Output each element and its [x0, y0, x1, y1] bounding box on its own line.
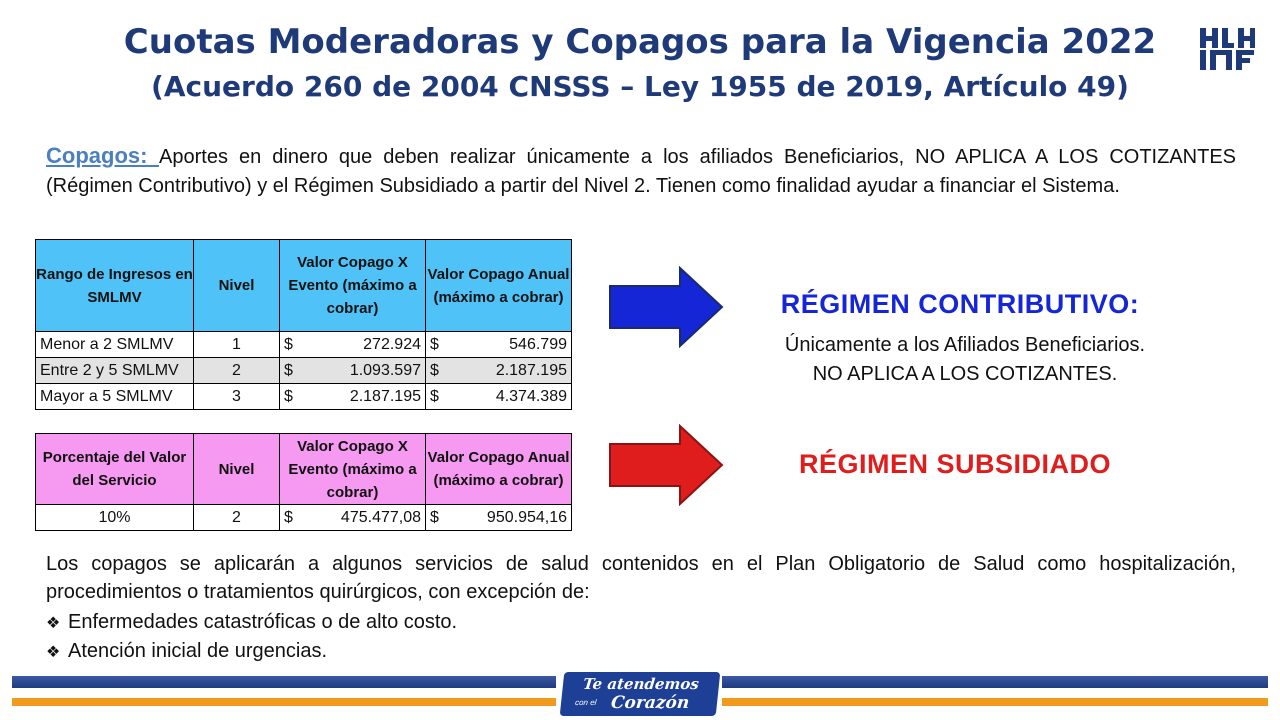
- exception-item: [46, 637, 327, 667]
- badge-small-text: con el: [574, 698, 597, 707]
- copagos-definition: Aportes en dinero que deben realizar únicamente a los afiliados Beneficiarios, NO APLICA A LOS COTIZANTES (Régimen Contributivo) y el Régimen Subsidiado a partir del Nivel 2. Tienen como finalidad ayudar a financiar el Sistema.: [46, 146, 1236, 197]
- badge-top-text: Te atendemos: [582, 675, 700, 693]
- cell-valor-anual: [426, 505, 572, 531]
- diamond-bullet-icon: ❖: [46, 644, 61, 661]
- cell-rango: Mayor a 5 SMLMV: [36, 384, 194, 410]
- contributivo-table: [35, 239, 572, 410]
- cell-valor-anual: [426, 384, 572, 410]
- subsidiado-table: [35, 433, 572, 531]
- footer-band-left-orange: [12, 698, 556, 706]
- currency-symbol: $: [430, 387, 439, 405]
- exception-item: [46, 608, 457, 638]
- currency-symbol: $: [284, 335, 293, 353]
- amount: 272.924: [363, 335, 421, 353]
- currency-symbol: $: [284, 361, 293, 379]
- regimen-contributivo-title: RÉGIMEN CONTRIBUTIVO:: [780, 289, 1140, 319]
- header-rango: Rango de Ingresos en SMLMV: [36, 240, 194, 332]
- currency-symbol: $: [430, 508, 439, 526]
- header-nivel: Nivel: [194, 240, 280, 332]
- cell-nivel: 1: [194, 332, 280, 358]
- table-row: [36, 505, 572, 531]
- amount: 2.187.195: [495, 361, 567, 379]
- te-atendemos-badge: [560, 672, 721, 716]
- currency-symbol: $: [430, 361, 439, 379]
- badge-big-text: Corazón: [610, 693, 691, 713]
- currency-symbol: $: [284, 508, 293, 526]
- cell-rango: Entre 2 y 5 SMLMV: [36, 358, 194, 384]
- institution-logo: [1198, 26, 1256, 72]
- header-valor-anual: Valor Copago Anual (máximo a cobrar): [426, 240, 572, 332]
- currency-symbol: $: [284, 387, 293, 405]
- amount: 4.374.389: [495, 387, 567, 405]
- cell-porcentaje: 10%: [36, 505, 194, 531]
- regimen-subsidiado-title: RÉGIMEN SUBSIDIADO: [798, 449, 1112, 479]
- header-nivel: Nivel: [194, 434, 280, 505]
- amount: 546.799: [509, 335, 567, 353]
- exception-text: Enfermedades catastróficas o de alto costo.: [68, 611, 458, 633]
- intro-paragraph: [46, 141, 1236, 201]
- cell-nivel: 2: [194, 505, 280, 531]
- table-header-row: [36, 240, 572, 332]
- cell-valor-evento: [280, 384, 426, 410]
- table-row: [36, 358, 572, 384]
- table-row: [36, 332, 572, 358]
- cell-nivel: 3: [194, 384, 280, 410]
- amount: 475.477,08: [340, 508, 421, 526]
- footer-band-left-navy: [12, 676, 556, 688]
- regimen-contributivo-description: [700, 331, 1230, 389]
- cell-rango: Menor a 2 SMLMV: [36, 332, 194, 358]
- slide-title: [0, 18, 1280, 108]
- exception-text: Atención inicial de urgencias.: [68, 640, 328, 662]
- table-row: [36, 384, 572, 410]
- cell-valor-evento: [280, 505, 426, 531]
- currency-symbol: $: [430, 335, 439, 353]
- regimen-contributivo-line-2: NO APLICA A LOS COTIZANTES.: [812, 363, 1118, 385]
- header-valor-anual: Valor Copago Anual (máximo a cobrar): [426, 434, 572, 505]
- copagos-exceptions-paragraph: Los copagos se aplicarán a algunos servicios de salud contenidos en el Plan Obligatorio de Salud como hospitalización, procedimientos o tratamientos quirúrgicos, con excepción de:: [46, 553, 1236, 603]
- title-line-1: Cuotas Moderadoras y Copagos para la Vigencia 2022: [123, 22, 1157, 62]
- copagos-label: Copagos:: [46, 143, 160, 168]
- diamond-bullet-icon: ❖: [46, 615, 61, 632]
- amount: 950.954,16: [486, 508, 567, 526]
- header-valor-evento: Valor Copago X Evento (máximo a cobrar): [280, 240, 426, 332]
- footer-band-right-navy: [722, 676, 1268, 688]
- cell-valor-anual: [426, 358, 572, 384]
- header-porcentaje: Porcentaje del Valor del Servicio: [36, 434, 194, 505]
- cell-nivel: 2: [194, 358, 280, 384]
- header-valor-evento: Valor Copago X Evento (máximo a cobrar): [280, 434, 426, 505]
- amount: 2.187.195: [349, 387, 421, 405]
- cell-valor-evento: [280, 332, 426, 358]
- title-line-2: (Acuerdo 260 de 2004 CNSSS – Ley 1955 de 2019, Artículo 49): [151, 70, 1129, 103]
- footer-band-right-orange: [722, 698, 1268, 706]
- amount: 1.093.597: [349, 361, 421, 379]
- cell-valor-anual: [426, 332, 572, 358]
- table-header-row: [36, 434, 572, 505]
- cell-valor-evento: [280, 358, 426, 384]
- regimen-contributivo-line-1: Únicamente a los Afiliados Beneficiarios.: [784, 334, 1146, 356]
